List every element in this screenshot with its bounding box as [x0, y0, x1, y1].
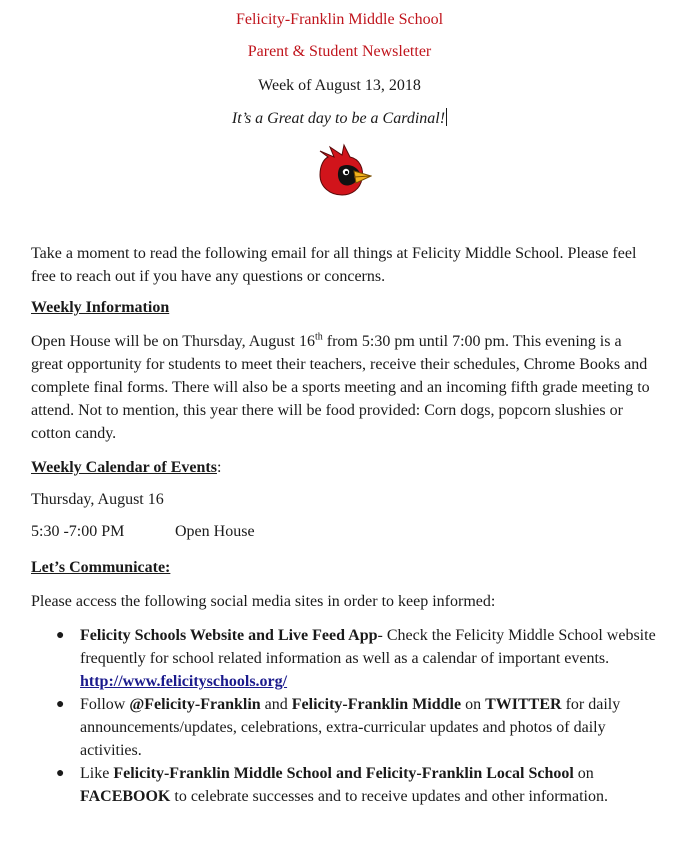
website-link[interactable]: http://www.felicityschools.org/ [80, 673, 288, 690]
school-name: Felicity-Franklin Middle School [235, 11, 444, 28]
list-item: ● Follow @Felicity-Franklin and Felicity-Franklin Middle on TWITTER for daily announcements/updates, celebrations, extra-curricular updates and photos of daily activities. [56, 693, 656, 762]
list-item: ● Felicity Schools Website and Live Feed App- Check the Felicity Middle School website frequently for school related information as well as a calendar of important events. http://www.felicityschools.org/ [56, 624, 656, 693]
calendar-heading: Weekly Calendar of Events: [31, 459, 222, 476]
calendar-event-row [31, 520, 656, 543]
text-cursor [446, 108, 447, 126]
event-name: Open House [175, 523, 255, 540]
weekly-information-body: Open House will be on Thursday, August 16th from 5:30 pm until 7:00 pm. This evening is a great opportunity for students to meet their teachers, receive their schedules, Chrome Books and complete final forms. There will also be a sports meeting and an incoming fifth grade meeting to attend. Not to mention, this year there will be food provided: Corn dogs, popcorn slushies or cotton candy. [31, 331, 650, 442]
communicate-heading: Let’s Communicate: [31, 559, 171, 576]
bullet-icon: ● [56, 628, 65, 643]
intro-paragraph: Take a moment to read the following email for all things at Felicity Middle School. Please feel free to reach out if you have any questions or concerns. [31, 245, 637, 285]
week-date: Week of August 13, 2018 [258, 77, 421, 94]
communicate-intro: Please access the following social media sites in order to keep informed: [31, 593, 496, 610]
social-media-list [56, 624, 656, 808]
bullet-icon: ● [56, 766, 65, 781]
cardinal-bird-icon [314, 143, 372, 197]
newsletter-title: Parent & Student Newsletter [247, 43, 432, 60]
calendar-day: Thursday, August 16 [31, 491, 164, 508]
bullet-icon: ● [56, 697, 65, 712]
event-time: 5:30 -7:00 PM [31, 523, 125, 540]
motto: It’s a Great day to be a Cardinal! [231, 110, 446, 127]
list-item: ● Like Felicity-Franklin Middle School and Felicity-Franklin Local School on FACEBOOK to celebrate successes and to receive updates and other information. [56, 762, 656, 808]
weekly-information-heading: Weekly Information [31, 299, 170, 316]
